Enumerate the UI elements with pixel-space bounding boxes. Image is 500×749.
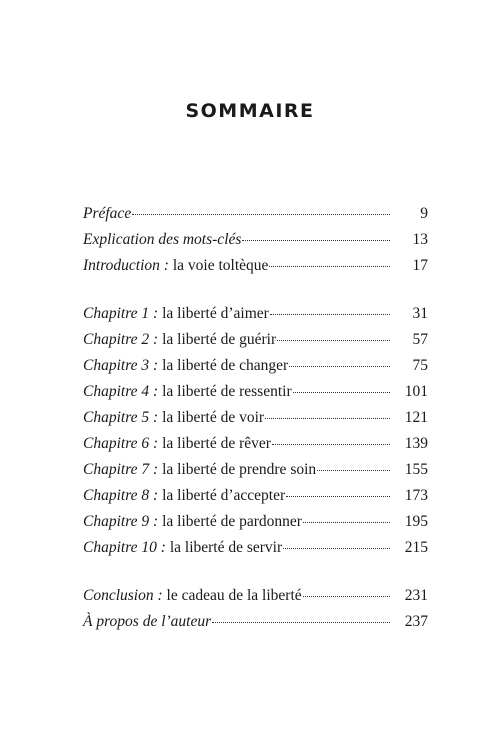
page-number: 13 <box>412 231 428 248</box>
entry-label: Conclusion : le cadeau de la liberté <box>83 587 302 604</box>
entry-label: Chapitre 8 : la liberté d’accepter <box>83 487 286 504</box>
entry-label: Chapitre 10 : la liberté de servir <box>83 539 283 556</box>
page-number: 75 <box>412 357 428 374</box>
entry-label: Chapitre 6 : la liberté de rêver <box>83 435 271 452</box>
toc-entry-introduction[interactable] <box>83 255 428 275</box>
entry-label: Introduction : la voie toltèque <box>83 257 269 274</box>
dot-leader <box>242 226 390 241</box>
toc-entry-chapitre-7[interactable] <box>83 459 428 479</box>
page-number: 231 <box>404 587 428 604</box>
toc-entry-preface[interactable] <box>83 203 428 223</box>
toc-entry-chapitre-3[interactable] <box>83 355 428 375</box>
entry-label: Chapitre 7 : la liberté de prendre soin <box>83 461 317 478</box>
entry-label: Chapitre 9 : la liberté de pardonner <box>83 513 302 530</box>
page-number: 121 <box>404 409 428 426</box>
toc-entry-chapitre-6[interactable] <box>83 433 428 453</box>
page-number: 31 <box>412 305 428 322</box>
page-title: SOMMAIRE <box>185 100 315 122</box>
dot-leader <box>286 482 390 497</box>
entry-label: Chapitre 4 : la liberté de ressentir <box>83 383 292 400</box>
toc-entry-chapitre-2[interactable] <box>83 329 428 349</box>
entry-label: Chapitre 1 : la liberté d’aimer <box>83 305 269 322</box>
entry-label: À propos de l’auteur <box>83 613 212 630</box>
entry-label: Chapitre 5 : la liberté de voir <box>83 409 265 426</box>
entry-label: Chapitre 2 : la liberté de guérir <box>83 331 277 348</box>
page-number: 139 <box>404 435 428 452</box>
toc-entry-chapitre-5[interactable] <box>83 407 428 427</box>
toc-entry-chapitre-9[interactable] <box>83 511 428 531</box>
page-number: 195 <box>404 513 428 530</box>
dot-leader <box>272 430 390 445</box>
dot-leader <box>283 534 390 549</box>
page-number: 173 <box>404 487 428 504</box>
entry-label: Chapitre 3 : la liberté de changer <box>83 357 289 374</box>
page-number: 237 <box>404 613 428 630</box>
toc-entry-explication[interactable] <box>83 229 428 249</box>
toc-entry-chapitre-8[interactable] <box>83 485 428 505</box>
dot-leader <box>265 404 390 419</box>
dot-leader <box>317 456 390 471</box>
dot-leader <box>270 300 390 315</box>
dot-leader <box>269 252 390 267</box>
toc-entry-a-propos[interactable] <box>83 611 428 631</box>
dot-leader <box>293 378 390 393</box>
page-number: 17 <box>412 257 428 274</box>
page-number: 57 <box>412 331 428 348</box>
page-number: 9 <box>420 205 428 222</box>
entry-label: Préface <box>83 205 132 222</box>
toc-entry-chapitre-10[interactable] <box>83 537 428 557</box>
page-number: 215 <box>404 539 428 556</box>
page-number: 155 <box>404 461 428 478</box>
toc-entry-chapitre-1[interactable] <box>83 303 428 323</box>
dot-leader <box>303 508 390 523</box>
dot-leader <box>289 352 390 367</box>
dot-leader <box>212 608 390 623</box>
toc-entry-chapitre-4[interactable] <box>83 381 428 401</box>
toc-entry-conclusion[interactable] <box>83 585 428 605</box>
dot-leader <box>303 582 390 597</box>
page-number: 101 <box>404 383 428 400</box>
dot-leader <box>132 200 390 215</box>
dot-leader <box>277 326 390 341</box>
entry-label: Explication des mots-clés <box>83 231 242 248</box>
